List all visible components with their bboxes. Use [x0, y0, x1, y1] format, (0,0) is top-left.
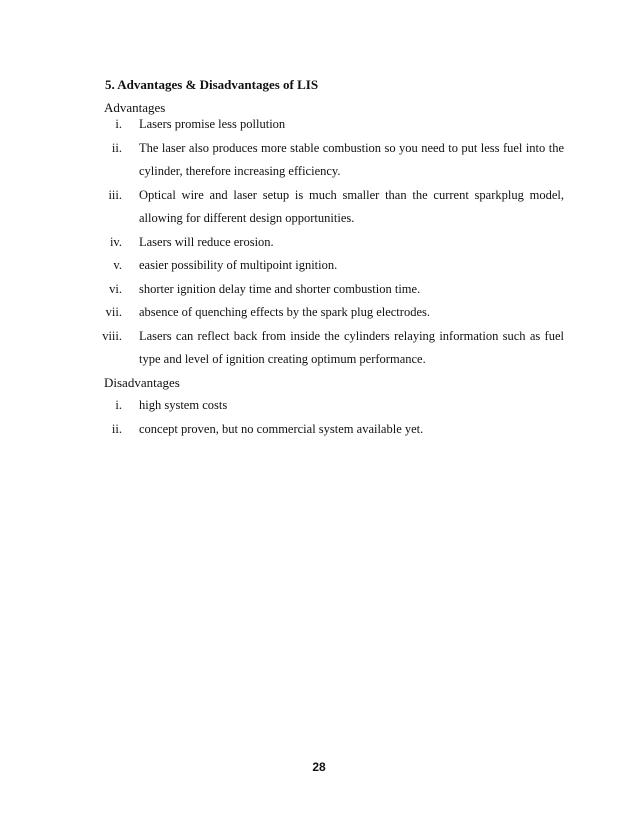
advantages-label: Advantages [104, 100, 166, 115]
item-text: concept proven, but no commercial system available yet. [139, 421, 424, 436]
item-number: ii. [111, 140, 122, 155]
item-number: ii. [111, 421, 122, 436]
item-text: absence of quenching effects by the spark plug electrodes. [139, 305, 430, 319]
item-text: Optical wire and laser setup is much smaller than the current sparkplug model, allowing for different design opportunities. [139, 187, 564, 225]
item-text: easier possibility of multipoint ignition. [139, 258, 338, 272]
item-text: Lasers will reduce erosion. [139, 234, 274, 249]
list-item [0, 231, 638, 255]
item-text: shorter ignition delay time and shorter combustion time. [139, 281, 421, 296]
list-item [0, 278, 638, 302]
disadvantages-list [0, 394, 638, 441]
list-item [0, 418, 638, 442]
list-item [0, 137, 638, 184]
item-text: high system costs [139, 398, 228, 412]
list-item [0, 325, 638, 372]
page-number: 28 [312, 760, 326, 774]
list-item [0, 184, 638, 231]
list-item [0, 394, 638, 418]
item-number: i. [115, 398, 122, 412]
item-number: v. [113, 258, 122, 272]
item-text: The laser also produces more stable combustion so you need to put less fuel into the cylinder, therefore increasing efficiency. [139, 140, 564, 178]
item-number: vii. [105, 305, 122, 319]
item-number: iv. [109, 234, 122, 249]
item-number: viii. [102, 328, 122, 343]
section-heading: 5. Advantages & Disadvantages of LIS [105, 77, 319, 92]
disadvantages-label: Disadvantages [104, 375, 180, 390]
item-text: Lasers can reflect back from inside the cylinders relaying information such as fuel type and level of ignition creating optimum performance. [139, 328, 564, 366]
advantages-list [0, 113, 638, 372]
item-number: iii. [108, 187, 122, 202]
item-text: Lasers promise less pollution [139, 117, 286, 131]
list-item [0, 113, 638, 137]
list-item [0, 254, 638, 278]
item-number: i. [115, 117, 122, 131]
list-item [0, 301, 638, 325]
item-number: vi. [109, 281, 122, 296]
